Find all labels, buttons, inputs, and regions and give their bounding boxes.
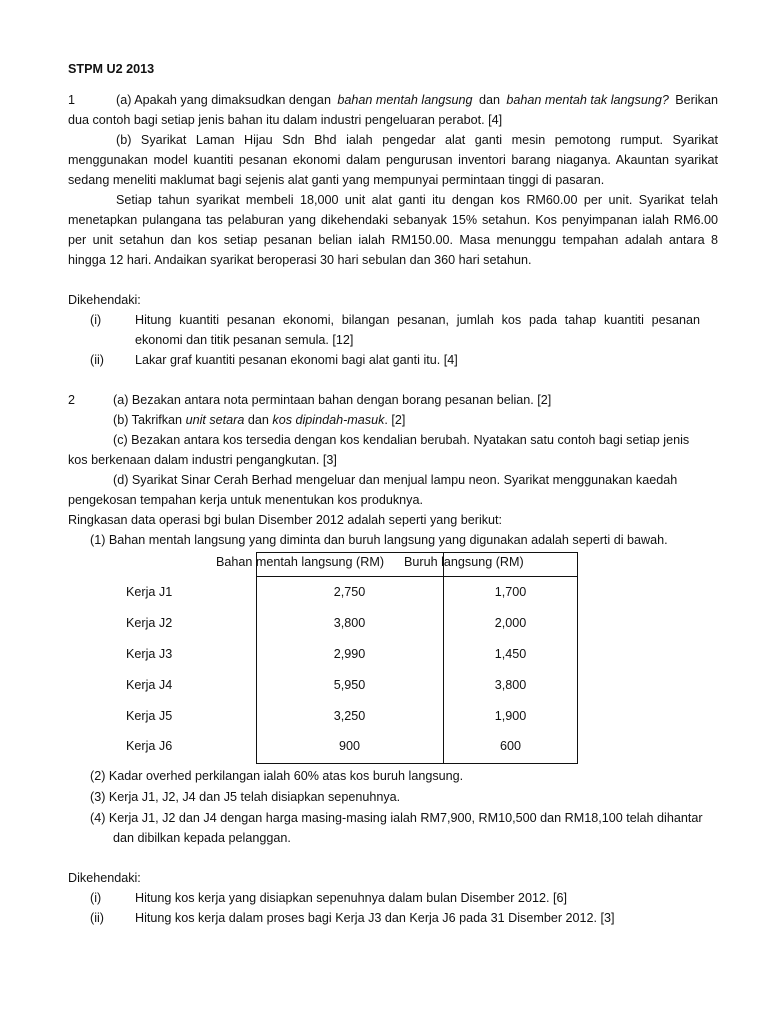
q2-item4-line2: dan dibilkan kepada pelanggan.	[113, 831, 291, 845]
q1-req2-line1: Lakar graf kuantiti pesanan ekonomi bagi alat ganti itu. [4]	[135, 353, 458, 367]
q2-req1-number: (i)	[90, 891, 102, 905]
q1a-term-direct: bahan mentah langsung	[337, 93, 473, 107]
table-row-job: Kerja J2	[126, 616, 173, 630]
q2d-line2: pengekosan tempahan kerja untuk menentukan kos produknya.	[68, 493, 423, 507]
q2-required-heading: Dikehendaki:	[68, 871, 141, 885]
q2-req2-line: Hitung kos kerja dalam proses bagi Kerja J3 dan Kerja J6 pada 31 Disember 2012. [3]	[135, 911, 615, 925]
q1-req1-number: (i)	[90, 313, 102, 327]
q1-para-line1: Setiap tahun syarikat membeli 18,000 unit alat ganti itu dengan kos RM60.00 per unit. Syarikat telah	[116, 193, 718, 207]
table-header-labour: Buruh langsung (RM)	[404, 555, 524, 569]
table-row-labour: 600	[499, 739, 521, 753]
q1b-line3: sedang meneliti maklumat bagi sejenis alat ganti yang mempunyai permintaan tinggi di pasaran.	[68, 173, 605, 187]
table-row-material: 3,250	[333, 709, 366, 723]
q2-req1-line: Hitung kos kerja yang disiapkan sepenuhnya dalam bulan Disember 2012. [6]	[135, 891, 567, 905]
table-row-job: Kerja J4	[126, 678, 173, 692]
q2-req2-number: (ii)	[90, 911, 104, 925]
table-row-labour: 3,800	[494, 678, 527, 692]
table-row-material: 5,950	[333, 678, 366, 692]
table-row-labour: 1,450	[494, 647, 527, 661]
table-header-divider	[257, 576, 577, 577]
q1-req1-line2: ekonomi dan titik pesanan semula. [12]	[135, 333, 354, 347]
table-row-job: Kerja J5	[126, 709, 173, 723]
table-row-labour: 1,700	[494, 585, 527, 599]
q2-item4-line1: (4) Kerja J1, J2 dan J4 dengan harga masing-masing ialah RM7,900, RM10,500 dan RM18,100 telah dihantar	[90, 811, 703, 825]
table-row-material: 2,750	[333, 585, 366, 599]
q2a-line: (a) Bezakan antara nota permintaan bahan dengan borang pesanan belian. [2]	[113, 393, 552, 407]
q2c-line1: (c) Bezakan antara kos tersedia dengan kos kendalian berubah. Nyatakan satu contoh bagi setiap jenis	[113, 433, 690, 447]
q1-number: 1	[68, 93, 76, 107]
q1-req2-number: (ii)	[90, 353, 104, 367]
q2c-line2: kos berkenaan dalam industri pengangkutan. [3]	[68, 453, 337, 467]
table-row-labour: 2,000	[494, 616, 527, 630]
q2-item2: (2) Kadar overhed perkilangan ialah 60% atas kos buruh langsung.	[90, 769, 464, 783]
q1-required-heading: Dikehendaki:	[68, 293, 141, 307]
q2-item3: (3) Kerja J1, J2, J4 dan J5 telah disiapkan sepenuhnya.	[90, 790, 401, 804]
table-row-material: 900	[338, 739, 360, 753]
q2-number: 2	[68, 393, 76, 407]
q1a-line1	[116, 90, 718, 110]
table-row-job: Kerja J1	[126, 585, 173, 599]
q1a-line2: dua contoh bagi setiap jenis bahan itu dalam industri pengeluaran perabot. [4]	[68, 113, 503, 127]
table-header-material: Bahan mentah langsung (RM)	[216, 555, 385, 569]
q2b-tail: . [2]	[384, 413, 406, 427]
cost-table	[68, 552, 588, 764]
q1-req1-line1: Hitung kuantiti pesanan ekonomi, bilangan pesanan, jumlah kos pada tahap kuantiti pesanan	[135, 313, 700, 327]
table-row-job: Kerja J6	[126, 739, 173, 753]
table-row-job: Kerja J3	[126, 647, 173, 661]
q1a-and: dan	[478, 93, 500, 107]
q1-para-line4: hingga 12 hari. Andaikan syarikat beroperasi 30 hari sebulan dan 360 hari setahun.	[68, 253, 532, 267]
q2-summary: Ringkasan data operasi bgi bulan Disember 2012 adalah seperti yang berikut:	[68, 513, 503, 527]
table-row-labour: 1,900	[494, 709, 527, 723]
q1-para-line2: menetapkan pulangana tas pelaburan yang dikehendaki sebanyak 15% setahun. Kos penyimpanan ialah RM6.00	[68, 213, 718, 227]
q2-item1: (1) Bahan mentah langsung yang diminta dan buruh langsung yang digunakan adalah seperti di bawah.	[90, 533, 668, 547]
q2b-and: dan	[247, 413, 269, 427]
q2d-line1: (d) Syarikat Sinar Cerah Berhad mengeluar dan menjual lampu neon. Syarikat menggunakan kaedah	[113, 473, 678, 487]
q2b-line	[113, 410, 405, 430]
q1a-tail: Berikan	[675, 93, 718, 107]
q1-para-line3: per unit setahun dan kos setiap pesanan belian ialah RM150.00. Masa menunggu tempahan adalah antara 8	[68, 233, 718, 247]
table-row-material: 2,990	[333, 647, 366, 661]
table-row-material: 3,800	[333, 616, 366, 630]
q1b-line1: (b) Syarikat Laman Hijau Sdn Bhd ialah pengedar alat ganti mesin pemotong rumput. Syarikat	[116, 133, 718, 147]
q1a-label: (a) Apakah yang dimaksudkan dengan	[116, 93, 331, 107]
q2b-term-transferred-in: kos dipindah-masuk	[272, 413, 385, 427]
q2b-label: (b) Takrifkan	[113, 413, 183, 427]
q1a-term-indirect: bahan mentah tak langsung?	[506, 93, 669, 107]
q1b-line2: menggunakan model kuantiti pesanan ekonomi dalam pengurusan inventori barang niaganya. Akauntan syarikat	[68, 153, 718, 167]
page-title: STPM U2 2013	[68, 62, 155, 76]
q2b-term-equivalent-units: unit setara	[185, 413, 245, 427]
